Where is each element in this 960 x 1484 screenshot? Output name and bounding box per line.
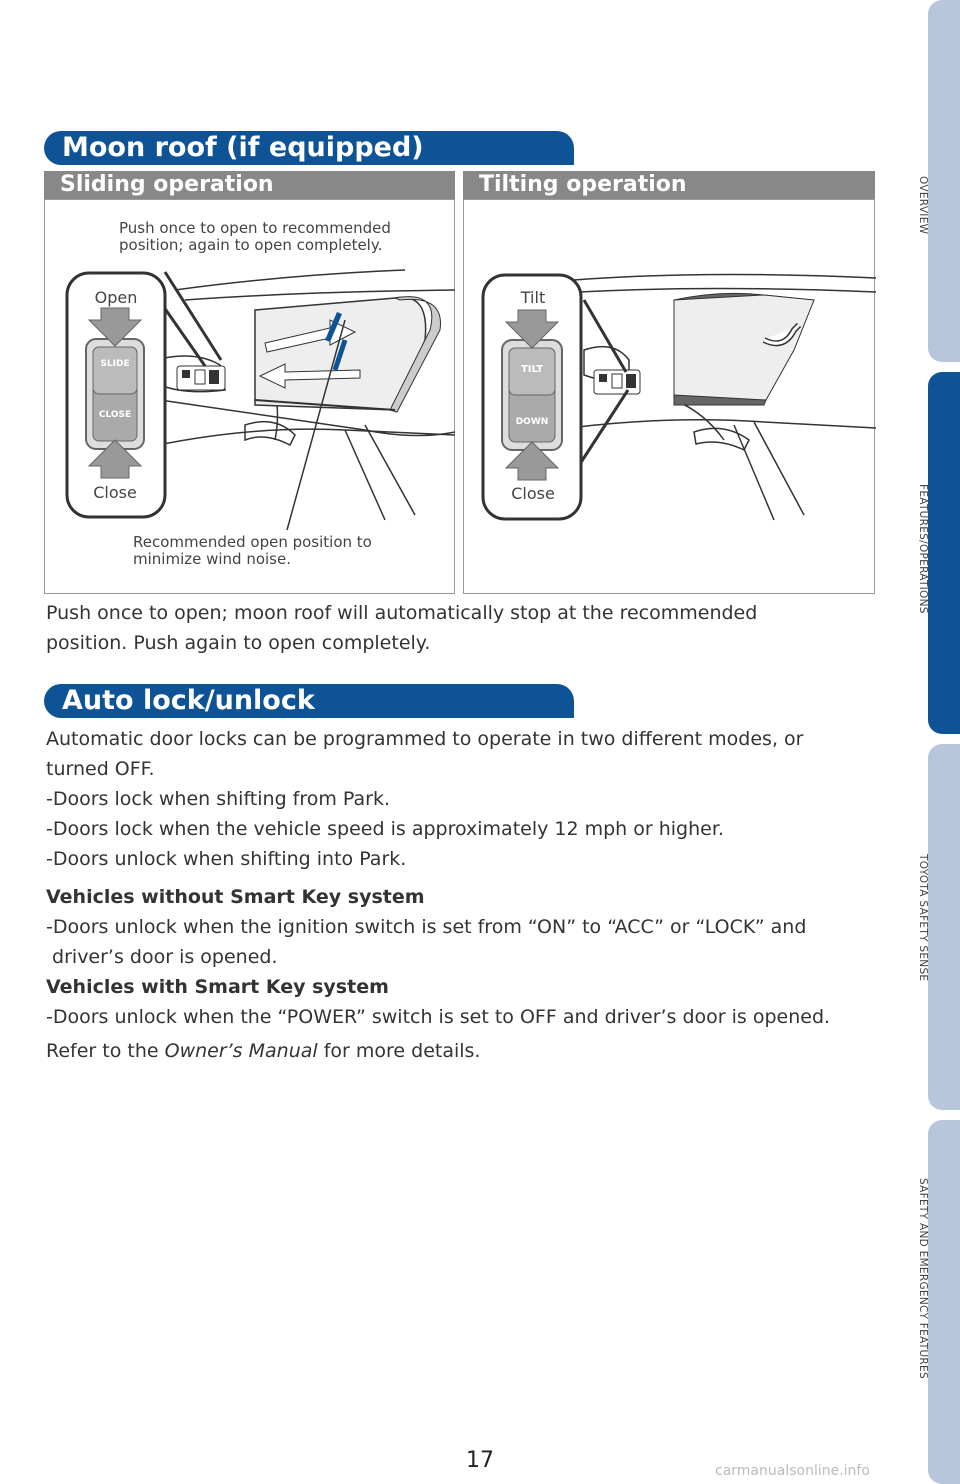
switch-tilt-label: TILT [520,364,544,375]
tab-label-safety-emergency: SAFETY AND EMERGENCY FEATURES [917,1178,929,1379]
sliding-close-label: Close [93,483,137,502]
tab-toyota-safety-sense[interactable] [928,744,960,1110]
sliding-open-label: Open [94,288,138,307]
moon-roof-description: Push once to open; moon roof will automatically stop at the recommended position. Push again to open completely. [46,602,758,654]
mode-item: -Doors lock when the vehicle speed is approximately 12 mph or higher. [46,818,724,840]
watermark: carmanualsonline.info [715,1463,870,1479]
tab-features-operations[interactable] [928,372,960,734]
tilting-illustration [464,200,876,595]
switch-down-label: DOWN [515,417,549,427]
auto-lock-intro: Automatic door locks can be programmed to operate in two different modes, or turned OFF. -Doors lock when shifting from Park. -Doors lock when the vehicle speed is approximately 12 mph or higher. -Doors unlock when shifting into Park. [46,724,876,874]
sliding-callout-bottom: Recommended open position to minimize wind noise. [133,533,372,568]
tilting-illustration-panel [463,199,875,594]
tilting-tilt-label: Tilt [520,288,546,307]
with-smart-key-section: Vehicles with Smart Key system -Doors unlock when the “POWER” switch is set to OFF and driver’s door is opened. [46,972,876,1032]
without-smart-key-section: Vehicles without Smart Key system -Doors unlock when the ignition switch is set from “ON” to “ACC” or “LOCK” and driver’s door is opened. [46,882,876,972]
tab-label-overview: OVERVIEW [917,176,929,235]
auto-lock-heading: Auto lock/unlock [44,684,574,718]
without-smart-key-heading: Vehicles without Smart Key system [46,886,425,908]
tab-safety-emergency[interactable] [928,1120,960,1484]
tilting-operation-heading: Tilting operation [463,171,875,199]
refer-note: Refer to the Owner’s Manual for more details. [46,1040,481,1062]
mode-item: -Doors lock when shifting from Park. [46,788,391,810]
mode-item: -Doors unlock when shifting into Park. [46,848,407,870]
tab-overview[interactable] [928,0,960,362]
with-smart-key-heading: Vehicles with Smart Key system [46,976,389,998]
sliding-callout-top: Push once to open to recommended position; again to open completely. [119,219,391,254]
tilting-close-label: Close [511,484,555,503]
tab-label-features-operations: FEATURES/OPERATIONS [917,484,929,614]
switch-close-label: CLOSE [98,410,132,420]
tab-label-toyota-safety-sense: TOYOTA SAFETY SENSE [917,854,929,982]
sliding-operation-heading: Sliding operation [44,171,455,199]
owners-manual-ref: Owner’s Manual [164,1040,318,1062]
page-number: 17 [466,1448,494,1473]
switch-slide-label: SLIDE [100,359,130,369]
sliding-illustration-panel [44,199,455,594]
moon-roof-heading: Moon roof (if equipped) [44,131,574,165]
